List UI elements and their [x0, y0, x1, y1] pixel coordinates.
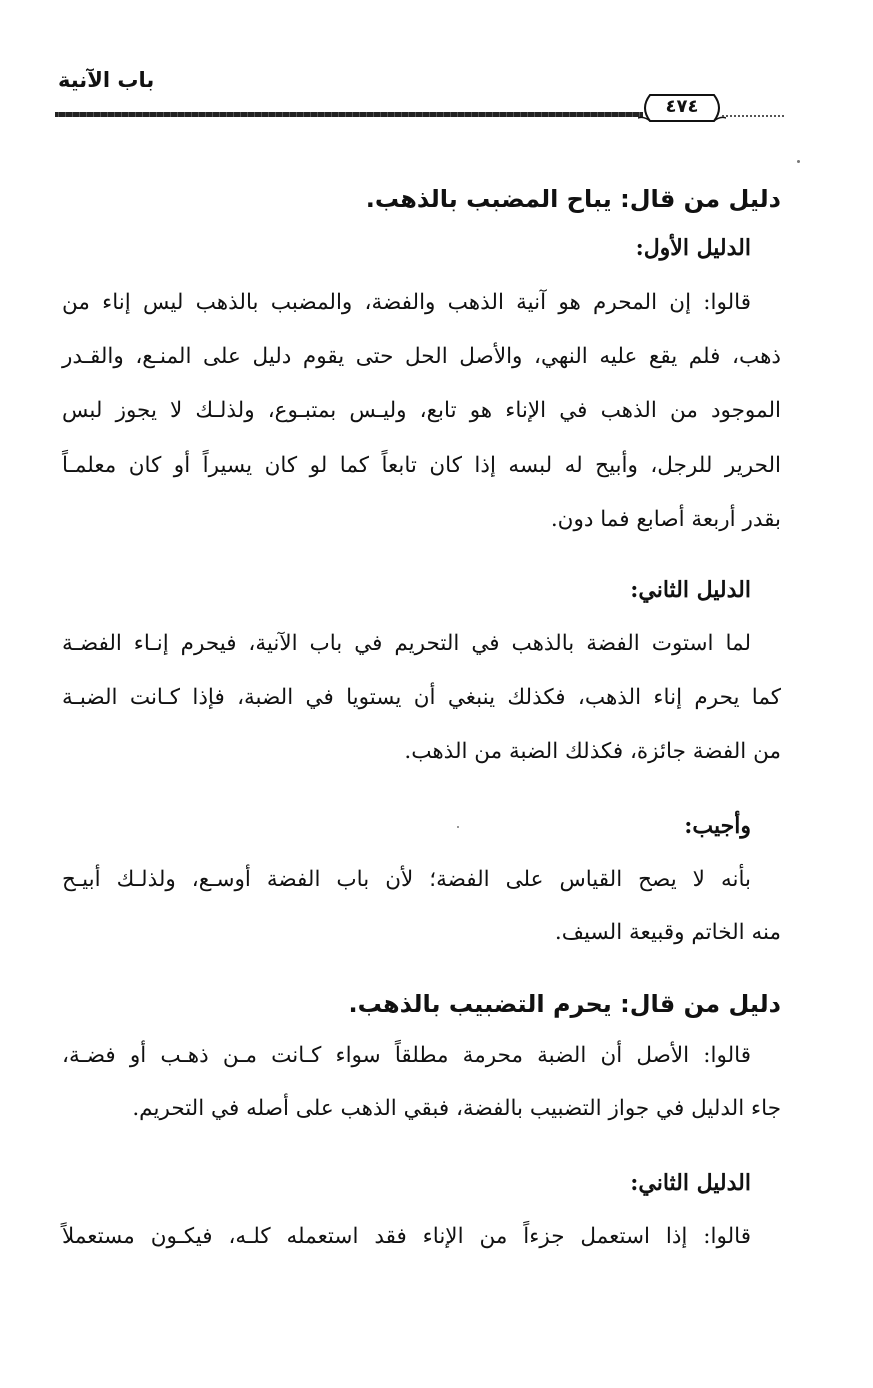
block-label: وأجيب:: [684, 813, 751, 839]
text-line: الموجود من الذهب في الإناء هو تابع، وليـس بمتبـوع، ولذلـك لا يجوز لبس: [62, 398, 781, 423]
chapter-title: باب الآنية: [58, 68, 155, 92]
text-line: جاء الدليل في جواز التضبيب بالفضة، فبقي الذهب على أصله في التحريم.: [132, 1096, 781, 1121]
section-heading: دليل من قال: يباح المضبب بالذهب.: [365, 185, 781, 213]
text-line: قالوا: الأصل أن الضبة محرمة مطلقاً سواء كـانت مـن ذهـب أو فضـة،: [62, 1043, 751, 1068]
block-label: الدليل الثاني:: [630, 1170, 751, 1196]
text-line: قالوا: إذا استعمل جزءاً من الإناء فقد استعمله كلـه، فيكـون مستعملاً: [62, 1224, 751, 1249]
text-line: الحرير للرجل، وأبيح له لبسه إذا كان تابعاً كما لو كان يسيراً أو كان معلمـاً: [62, 453, 781, 478]
text-line: لما استوت الفضة بالذهب في التحريم في باب الآنية، فيحرم إنـاء الفضـة: [62, 631, 751, 656]
print-speck: [457, 826, 459, 828]
block-label: الدليل الأول:: [635, 235, 751, 261]
text-line: منه الخاتم وقبيعة السيف.: [554, 920, 781, 945]
header-rule-ornament: [722, 115, 784, 117]
page-number: ٤٧٤: [665, 96, 699, 117]
block-label: الدليل الثاني:: [630, 577, 751, 603]
text-line: كما يحرم إناء الذهب، فكذلك ينبغي أن يستويا في الضبة، فإذا كـانت الضبـة: [62, 685, 781, 710]
text-line: بقدر أربعة أصابع فما دون.: [550, 507, 781, 532]
header-rule: [55, 112, 643, 117]
text-line: بأنه لا يصح القياس على الفضة؛ لأن باب الفضة أوسـع، ولذلـك أبيـح: [62, 867, 751, 892]
text-line: قالوا: إن المحرم هو آنية الذهب والفضة، والمضبب بالذهب ليس إناء من: [62, 290, 751, 315]
print-speck: [797, 160, 800, 163]
text-line: من الفضة جائزة، فكذلك الضبة من الذهب.: [404, 739, 781, 764]
section-heading: دليل من قال: يحرم التضبيب بالذهب.: [348, 990, 781, 1018]
running-header: [0, 60, 873, 130]
text-line: ذهب، فلم يقع عليه النهي، والأصل الحل حتى يقوم دليل على المنـع، والقـدر: [62, 344, 781, 369]
